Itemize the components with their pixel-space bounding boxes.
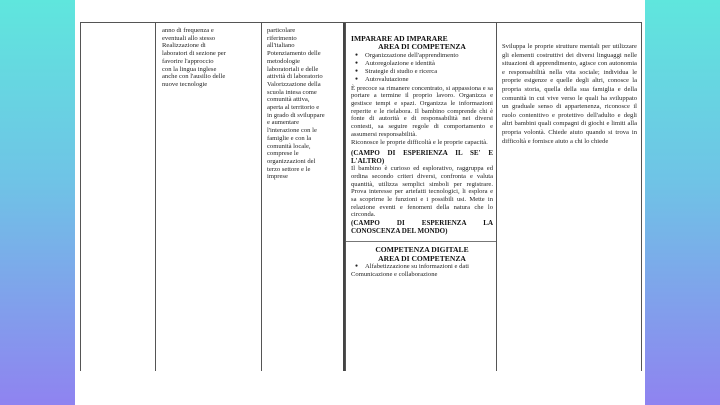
col2-line: comunità attiva,	[267, 96, 310, 104]
col2-line: Potenziamento delle	[267, 50, 321, 58]
campo-esperienza-heading: (CAMPO DI ESPERIENZA LA CONOSCENZA DEL MONDO)	[351, 219, 493, 236]
col1-line: con la lingua inglese	[162, 65, 217, 73]
col1-line: Realizzazione di	[162, 42, 206, 50]
table-column-empty	[80, 23, 155, 371]
col1-line: anche con l'ausilio delle	[162, 73, 226, 81]
section-divider	[346, 241, 496, 242]
col1-line: nuove tecnologie	[162, 80, 208, 88]
col1-line: eventuali allo stesso	[162, 34, 216, 42]
col2-line: riferimento	[267, 34, 297, 42]
list-item: ● Autovalutazione	[365, 76, 493, 84]
list-item: ● Autoregolazione e identità	[365, 60, 493, 68]
campo-esperienza-heading: (CAMPO DI ESPERIENZA IL SE' E L'ALTRO)	[351, 149, 493, 166]
list-item: ● Strategie di studio e ricerca	[365, 68, 493, 76]
list-item: ● Alfabetizzazione su informazioni e dati	[365, 263, 493, 271]
document-table	[80, 22, 642, 371]
competence-heading: COMPETENZA DIGITALE	[375, 245, 469, 255]
col2-line: scuola intesa come	[267, 88, 317, 96]
col2-line: Valorizzazione della	[267, 80, 321, 88]
competence-heading: IMPARARE AD IMPARARE	[351, 34, 448, 43]
col2-line: comprese le	[267, 150, 299, 158]
goals-paragraph: Sviluppa le proprie strutture mentali per utilizzare gli elementi costruttivi dei diversi linguaggi nelle situazioni di apprendimento, agisce con autonomia e responsabilità nella vita sociale; individua le proprie esigenze e quelle degli altri, conosce la propria storia, quella della sua famiglia e della comunità in cui vive verso le quali ha sviluppato un graduale senso di appartenenza, riconosce il ruolo contenitivo e protettivo dell'adulto e degli altri bambini quali compagni di giochi e limiti alla propria volontà. Chiede aiuto quando si trova in difficoltà e fornisce aiuto a chi lo chiede	[502, 43, 637, 145]
table-column-objectives	[155, 23, 261, 371]
col2-line: organizzazioni del	[267, 157, 316, 165]
col1-line: anno di frequenza e	[162, 27, 214, 34]
list-item: ● Organizzazione dell'apprendimento	[365, 52, 493, 60]
col2-line: metodologie	[267, 57, 300, 65]
col2-line: comunità locale,	[267, 142, 311, 150]
col2-line: imprese	[267, 173, 288, 181]
col1-line: laboratori di sezione per	[162, 50, 226, 58]
col2-line: laboratoriali e delle	[267, 65, 319, 73]
col1-line: favorire l'approccio	[162, 57, 214, 65]
col2-line: l'interazione con le	[267, 127, 317, 135]
col2-line: terzo settore e le	[267, 165, 311, 173]
col2-line: famiglie e con la	[267, 134, 312, 142]
slide	[75, 0, 645, 405]
competence-list	[351, 52, 493, 85]
table-column-priorities	[261, 23, 345, 371]
area-heading: AREA DI COMPETENZA	[378, 42, 466, 52]
competence-paragraph: Riconosce le proprie difficoltà e le proprie capacità.	[351, 138, 488, 146]
area-heading: AREA DI COMPETENZA	[378, 253, 466, 263]
table-column-competences	[345, 23, 496, 371]
table-column-goals	[496, 23, 642, 371]
col2-line: in grado di sviluppare	[267, 111, 325, 119]
competence-paragraph: Il bambino è curioso ed esplorativo, raggruppa ed ordina secondo criteri diversi, confronta e valuta quantità, utilizza semplici simboli per registrare. Prova interesse per artefatti tecnologici, li esplora e sa scoprirne le funzioni e i possibili usi. Mette in relazione eventi e fenomeni della natura che lo circonda.	[351, 165, 493, 219]
col2-line: attività di laboratorio	[267, 73, 323, 81]
competence-paragraph: Comunicazione e collaborazione	[351, 271, 438, 279]
col2-line: particolare	[267, 27, 296, 34]
col2-line: all'italiano	[267, 42, 295, 50]
col2-line: aperta al territorio e	[267, 104, 320, 112]
competence-list	[351, 263, 493, 271]
col2-line: e aumentare	[267, 119, 300, 127]
competence-paragraph: È precoce sa rimanere concentrato, si appassiona e sa portare a termine il proprio lavoro. Organizza e gestisce tempi e spazi. Organizza le informazioni reperite e le rielabora. Il bambino comprende chi è fonte di autorità e di responsabilità nei diversi contesti, sa seguire regole di comportamento e assumersi responsabilità.	[351, 84, 493, 138]
